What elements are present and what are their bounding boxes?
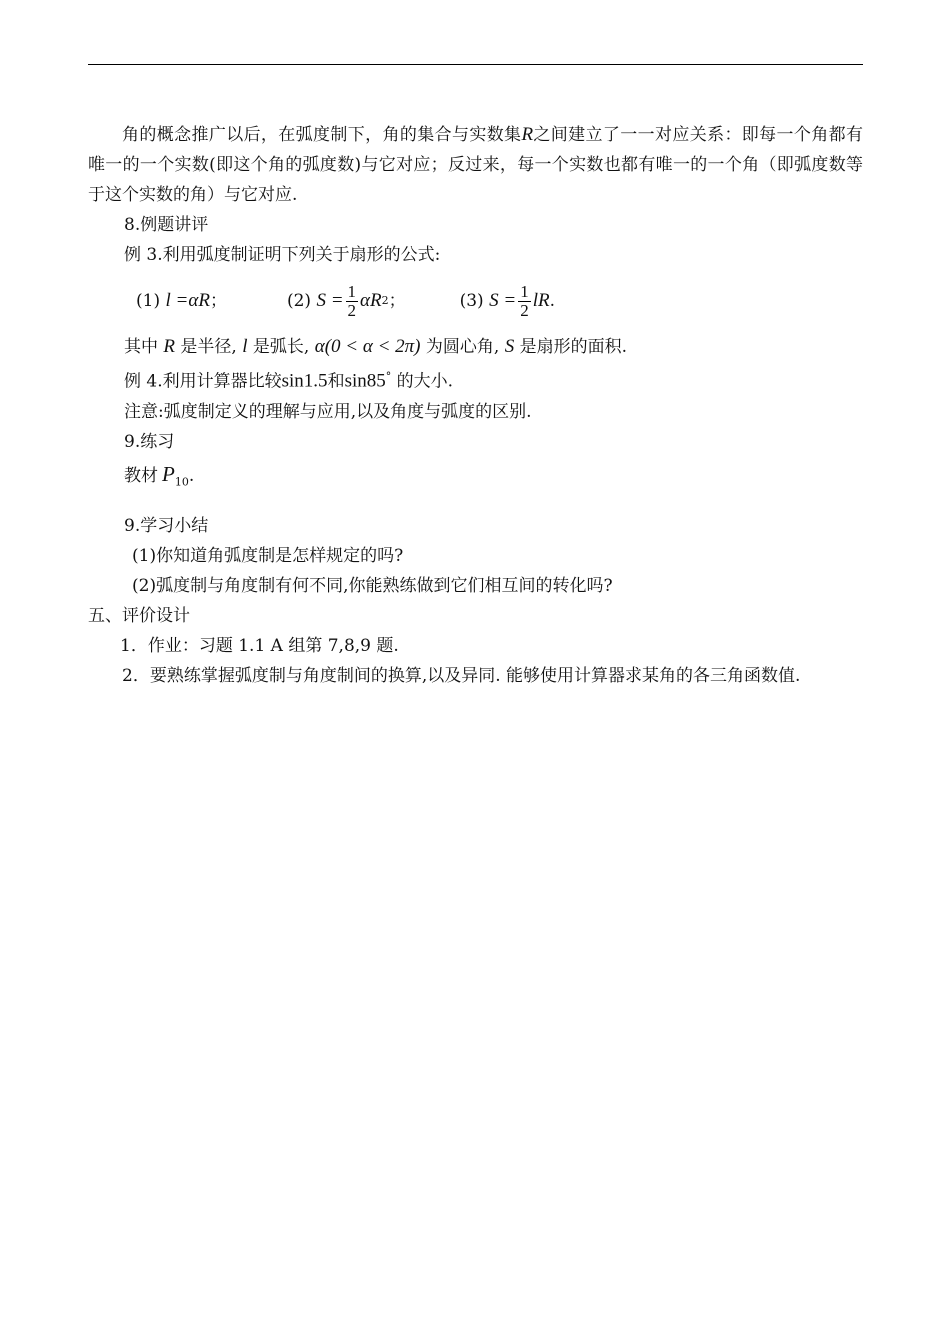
note-line: 注意:弧度制定义的理解与应用,以及角度与弧度的区别. bbox=[124, 401, 532, 422]
example-3: 例 3.利用弧度制证明下列关于扇形的公式: bbox=[124, 245, 441, 265]
formula-2: (2) S = $\frac{1}{2}$ αR 2 ； bbox=[286, 281, 406, 320]
textbook-reference: 教材 $P_{10}$. bbox=[124, 461, 195, 489]
definition-line: 其中 R 是半径, l 是弧长, α(0 < α < 2π) 为圆心角, S 是扇形的面积. bbox=[124, 336, 628, 357]
example-4: 例 4.利用计算器比较sin1.5和sin85° 的大小. bbox=[124, 370, 454, 392]
intro-paragraph bbox=[88, 120, 863, 210]
fraction-half: $\frac{1}{2}$ bbox=[520, 281, 529, 320]
summary-question-2: (2)弧度制与角度制有何不同,你能熟练做到它们相互间的转化吗? bbox=[132, 575, 613, 596]
homework-2: 2．要熟练掌握弧度制与角度制间的换算,以及异同. 能够使用计算器求某角的各三角函数值. bbox=[122, 665, 801, 686]
homework-1: 1．作业：习题 1.1 A 组第 7,8,9 题. bbox=[120, 635, 399, 656]
formula-3: (3) S = $\frac{1}{2}$ lR . bbox=[459, 281, 555, 320]
var-R: R bbox=[521, 124, 534, 145]
section-9-heading: 9.练习 bbox=[124, 431, 175, 452]
intro-text-2: 之间建立了一一对应关系：即每一个角都有唯一的一个实数(即这个角的弧度数)与它对应；反过来，每一个实数也都有唯一的一个角（即弧度数等于这个实数的角）与它对应. bbox=[88, 125, 864, 205]
document-body bbox=[88, 120, 863, 691]
section-8-heading: 8.例题讲评 bbox=[124, 215, 209, 235]
fraction-half: $\frac{1}{2}$ bbox=[347, 281, 357, 320]
summary-question-1: (1)你知道角弧度制是怎样规定的吗? bbox=[132, 545, 404, 566]
section-5-heading: 五、评价设计 bbox=[88, 605, 190, 626]
intro-text-1: 角的概念推广以后，在弧度制下，角的集合与实数集 bbox=[122, 125, 522, 145]
section-9b-heading: 9.学习小结 bbox=[124, 515, 209, 536]
formula-1: (1) l =αR ； bbox=[136, 290, 227, 311]
sector-formulas bbox=[88, 270, 863, 332]
header-rule bbox=[88, 64, 863, 65]
